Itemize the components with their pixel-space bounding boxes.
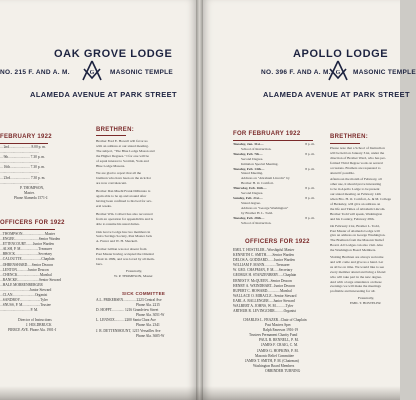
brethren-line: Board. All Lodges can also visit. Also bbox=[330, 243, 384, 248]
brethren-line: the Higher Degrees." I for one will be bbox=[96, 153, 149, 158]
brethren-line: Chair in 1899, and was loved by all mem- bbox=[96, 257, 155, 262]
brethren-line: The Brethren from the Masonic Relief bbox=[330, 238, 384, 243]
calendar-time: 8 p. m. bbox=[305, 151, 315, 156]
right-lodge-number: NO. 396 F. AND A. M. bbox=[261, 69, 331, 76]
calendar-event: Stated degree. bbox=[241, 200, 261, 205]
left-officers-rule bbox=[0, 229, 55, 230]
calendar-date: Sunday, Feb. 21st— bbox=[233, 195, 263, 200]
brethren-line: Brother Gillian was not absent from bbox=[96, 247, 147, 252]
trustee-line: Ralph Emerson 1916-19 bbox=[263, 328, 299, 333]
brethren-line: other use, it should prove interesting bbox=[330, 182, 382, 187]
brethren-line: again able to be up and around after bbox=[96, 194, 147, 199]
right-officers-heading: OFFICERS FOR 1922 bbox=[245, 239, 310, 245]
officer-line: ERNEST F. McQUEEN...Senior Deacon bbox=[233, 278, 292, 283]
brethren-line: every member attend and bring a friend bbox=[330, 269, 386, 274]
left-lodge-name: OAK GROVE LODGE bbox=[54, 48, 173, 60]
brethren-line: bers. bbox=[96, 261, 103, 266]
right-brethren-rule bbox=[330, 143, 360, 144]
calendar-line: ........................................... bbox=[0, 180, 39, 185]
officer-line: ...LENTON............Junior Deacon bbox=[0, 267, 49, 272]
brethren-line: A. Furrer and W. H. Shackell. bbox=[96, 239, 138, 244]
right-calendar-list bbox=[233, 142, 315, 225]
brethren-line: profitable and interesting for all. bbox=[330, 289, 376, 294]
trustee-line: JAMES G. HOPKINS, P. M. bbox=[257, 348, 299, 353]
calendar-event: Address on "George Washington" bbox=[241, 205, 289, 210]
brethren-line: to be in Apollo Lodge to be present bbox=[330, 187, 380, 192]
officer-line: ...CHENCK.........................Marshal bbox=[0, 272, 52, 277]
instruction-line: J. HOLDBRUCK bbox=[26, 323, 52, 328]
right-calendar-rule bbox=[233, 140, 313, 141]
brethren-line: Fraternally, bbox=[358, 296, 375, 301]
officer-line: ...CALOUTTE......................Chaplain bbox=[0, 257, 55, 262]
calendar-date: Tuesday, Jan. 31st— bbox=[233, 142, 264, 146]
brethren-line: Fraternally, bbox=[126, 268, 143, 273]
brethren-line: eral weeks. bbox=[96, 203, 112, 208]
brethren-line: when Bro. H. O. Comfort, A. & M. College bbox=[330, 197, 392, 202]
calendar-event: School of Instruction. bbox=[241, 146, 272, 151]
brethren-line: Sutro Savings Society, Past Master Jack bbox=[96, 234, 152, 239]
brethren-line: Past Master of Alameda Lodge will bbox=[330, 228, 380, 233]
right-address: ALAMEDA AVENUE AT PARK STREET bbox=[263, 90, 411, 99]
left-instruction-block bbox=[8, 318, 56, 333]
brethren-line: Visiting Brethren are always welcome bbox=[330, 255, 384, 260]
calendar-line: ........................................... bbox=[0, 170, 39, 175]
calendar-date: Tuesday, Feb. 14th— bbox=[233, 166, 265, 171]
calendar-line: Master. bbox=[24, 190, 35, 195]
brethren-line: of equal interest to Scottish, York and bbox=[96, 158, 149, 163]
left-calendar-heading: FEBRUARY 1922 bbox=[0, 134, 52, 140]
brethren-line: and his Country, February 28th. bbox=[330, 216, 375, 221]
officer-line: HENRY A. WEINDHART...Junior Deacon bbox=[233, 283, 295, 288]
committee-line: Phone Ala. 2215 bbox=[136, 303, 160, 308]
officer-line: ...ENGEE...........................Senior Warden bbox=[0, 237, 61, 242]
brethren-line: able to resume his usual duties. bbox=[96, 221, 140, 226]
calendar-line: ... 2nd........................ 8.00 p. m. bbox=[0, 145, 46, 149]
calendar-event: School of Instruction. bbox=[241, 220, 272, 225]
officer-line: GEORGE H. STANZENBERY......Chaplain bbox=[233, 273, 297, 278]
calendar-time: 8 p. m. bbox=[305, 195, 315, 200]
trustee-line: Trustees Permanent Charity Fund bbox=[249, 333, 298, 338]
calendar-line: ... 23rd...................... 7.30 p. m. bbox=[0, 175, 46, 180]
committee-line: D. HOPPT.............. 1216 Grandview Street bbox=[96, 308, 159, 313]
right-masonic-temple: MASONIC TEMPLE bbox=[353, 69, 416, 76]
right-officers-list bbox=[233, 248, 296, 314]
scan-shadow bbox=[0, 386, 400, 400]
officer-line: ARTHUR R. LEVINGCHIR..........Organist bbox=[233, 309, 296, 314]
brethren-line: us all be on time. We would like to see bbox=[330, 264, 385, 269]
right-brethren-heading: BRETHREN: bbox=[330, 134, 369, 140]
trustee-line: CHARLES L. FRAZER...Chair of Chaplain bbox=[243, 318, 307, 322]
officer-line: EMIL T. HOSTELER...Worshipful Master bbox=[233, 248, 295, 252]
square-and-compass-icon bbox=[326, 60, 350, 82]
brethren-line: Blue Lodge Masons. bbox=[96, 163, 126, 168]
calendar-line: ... 16th...................... 7.30 p. m. bbox=[0, 165, 46, 170]
trustee-line: ORRINDER TURNING bbox=[265, 368, 301, 373]
brethren-line: having been confined to his bed for sev- bbox=[96, 198, 153, 203]
calendar-line: ... 9th........................ 7.30 p. m. bbox=[0, 155, 46, 160]
left-masonic-temple: MASONIC TEMPLE bbox=[110, 69, 174, 76]
left-brethren-text bbox=[96, 139, 155, 279]
calendar-line: P. THOMPSON, bbox=[20, 185, 44, 190]
calendar-date: Tuesday, Feb. 7th— bbox=[233, 151, 263, 156]
trustee-line: JAMES F. CRAIG, C. M. bbox=[261, 343, 299, 348]
trustee-line: Masonic Relief Committee bbox=[255, 353, 294, 358]
left-brethren-heading: BRETHREN: bbox=[96, 127, 135, 133]
officer-line: ................................. P. M. bbox=[0, 308, 39, 313]
left-brethren-rule bbox=[96, 135, 126, 136]
trustee-line: Past Masters Spec bbox=[265, 323, 292, 328]
left-page bbox=[0, 0, 196, 400]
left-officers-list bbox=[0, 232, 61, 314]
officer-line: EARL A. BALLENGER.....Junior Steward bbox=[233, 298, 295, 303]
officer-line: ...HALE MORRENBERGER bbox=[0, 282, 43, 287]
officer-line: ...ALSH, P. M....................Treasurer bbox=[0, 247, 53, 252]
brethren-line: and will come and give us a hand. Let bbox=[330, 259, 384, 264]
calendar-time: 8 p. m. bbox=[305, 186, 315, 191]
right-page bbox=[203, 0, 416, 400]
brethren-line: W. P. THOMPSON, Master bbox=[114, 273, 153, 278]
calendar-date: Tuesday, Feb. 28th— bbox=[233, 215, 265, 220]
square-and-compass-icon bbox=[80, 60, 104, 82]
right-calendar-heading: FOR FEBRUARY 1922 bbox=[233, 131, 301, 137]
brethren-line: Afternoon the month of February, all bbox=[330, 177, 382, 182]
officer-line: ...BROCK..........................Secretary bbox=[0, 252, 53, 257]
brethren-line: Oak Grove Lodge has two members in bbox=[96, 229, 151, 234]
brethren-line: the life and Times of Abraham Lincoln. bbox=[330, 206, 386, 211]
officer-line: DELOS A. GODDARD.......Junior Warden bbox=[233, 258, 295, 263]
left-address: ALAMEDA AVENUE AT PARK STREET bbox=[30, 90, 178, 99]
right-trustee-block bbox=[243, 318, 307, 374]
calendar-event: Second Degree. bbox=[241, 156, 264, 161]
brethren-line: our stated meeting on February 14th bbox=[330, 192, 381, 197]
left-calendar-list bbox=[0, 145, 48, 201]
calendar-event: Initiation Special Meeting. bbox=[241, 161, 279, 166]
brethren-line: The subject, "The Blue Lodge Mason and bbox=[96, 148, 155, 153]
officer-line: ...SANDBOY.......................Tyler bbox=[0, 298, 48, 303]
calendar-event: Stated Meeting. bbox=[241, 171, 264, 176]
brethren-line: Brother Wm. Colbert has also recovered bbox=[96, 211, 153, 216]
officer-line: .................................Junior Steward bbox=[0, 288, 52, 293]
committee-line: A.L. PRIKERSEN.............. 2223 Central Ave bbox=[96, 298, 162, 302]
committee-line: Phone Ala. 2341 bbox=[136, 323, 160, 328]
instruction-line: PIERCE AVE. Phone Ala. 1901-J bbox=[8, 328, 57, 333]
brethren-line: with an address at our stated meeting. bbox=[96, 143, 149, 148]
brethren-line: attend if possible. bbox=[330, 170, 355, 175]
left-lodge-number: NO. 215 F. AND A. M. bbox=[0, 69, 70, 76]
committee-line: J. R. DETTENMOUNT, 1215 Versailles Ave bbox=[96, 328, 161, 333]
brethren-line: Please note that a School of Instruction bbox=[330, 146, 385, 150]
officer-line: ...ETTENCOURT........Junior Warden bbox=[0, 242, 54, 247]
left-sick-committee-list bbox=[96, 298, 164, 339]
officer-line: WALBERT A. JOHNS, W. M...........Tyler bbox=[233, 304, 294, 309]
brethren-line: will be held on January 31st, under the bbox=[330, 150, 385, 155]
instruction-line: Director of Instructions bbox=[18, 318, 52, 322]
svg-text:G: G bbox=[335, 70, 341, 76]
brethren-line: Brother Fred E. Howell will favor us bbox=[96, 139, 148, 143]
officer-line: ...THOMPSON.........................Master bbox=[0, 232, 55, 236]
officer-line: KENNETH C. SMITH.......Senior Warden bbox=[233, 253, 294, 258]
brethren-line: Brother Dan Muehl Frank DiDonato is bbox=[96, 189, 151, 194]
brethren-line: And with a large attendance on these bbox=[330, 279, 382, 284]
trustee-line: Washington Board Members bbox=[253, 363, 295, 368]
left-calendar-rule bbox=[0, 143, 48, 144]
calendar-line: Phone Alameda 1571-J. bbox=[14, 195, 49, 200]
brethren-line: give an address on George Washington. bbox=[330, 233, 386, 238]
left-sick-committee-heading: SICK COMMITTEE bbox=[122, 291, 166, 296]
right-lodge-name: APOLLO LODGE bbox=[293, 48, 389, 60]
calendar-event: Address on "Abraham Lincoln" by bbox=[241, 176, 290, 181]
brethren-line: of Berkeley, will give an address on bbox=[330, 201, 381, 206]
book-gutter bbox=[196, 0, 203, 400]
calendar-event: Brother H. O. Comfort. bbox=[241, 181, 274, 186]
brethren-line: On February 21st, Brother L. Todd, bbox=[330, 223, 380, 228]
calendar-time: 8 p. m. bbox=[305, 142, 315, 146]
calendar-event: Second Degree. bbox=[241, 191, 264, 196]
brethren-line: occasions. Brothers are requested to bbox=[330, 165, 381, 170]
brethren-line: from an operation for appendicitis and is bbox=[96, 216, 153, 221]
brethren-line: direction of Brother Ward, who has per- bbox=[330, 155, 386, 160]
calendar-line: ........................................... bbox=[0, 160, 39, 165]
committee-line: Phone Ala. 3051-W bbox=[136, 313, 165, 318]
calendar-time: 8 p. m. bbox=[305, 215, 315, 220]
calendar-time: 8 p. m. bbox=[305, 166, 315, 171]
brethren-line: who will take part in the new degree. bbox=[330, 274, 382, 279]
trustee-line: PAUL R. RENNELL, P. M. bbox=[259, 338, 299, 343]
brethren-line: We are glad to report that all the bbox=[96, 171, 142, 176]
calendar-line: ........................................... bbox=[0, 150, 39, 155]
calendar-date: Thursday, Feb. 16th— bbox=[233, 186, 267, 191]
officer-line: ...OHRENSHARD.....Senior Deacon bbox=[0, 262, 54, 267]
brethren-line: brethren who have been on the sick list bbox=[96, 176, 151, 181]
officer-line: WILLIAM F. MANN.............Treasurer bbox=[233, 263, 290, 268]
brethren-line: the Washington Board Members. bbox=[330, 248, 377, 253]
svg-text:G: G bbox=[89, 70, 95, 76]
calendar-event: by Brother H. L. Todd. bbox=[241, 210, 274, 215]
brethren-line: Brother Todd will speak, Washington bbox=[330, 211, 383, 216]
brethren-line: EMIL T. HOSTELER bbox=[350, 301, 381, 306]
left-officers-heading: OFFICERS FOR 1922 bbox=[0, 220, 65, 226]
brethren-line: formed Third Degree work on several bbox=[330, 160, 383, 165]
committee-line: Phone Ala. 3605-W bbox=[136, 333, 165, 338]
brethren-line: are now convalescent. bbox=[96, 181, 127, 186]
officer-line: ...CLAN.........................Organist bbox=[0, 293, 48, 298]
right-brethren-text bbox=[330, 146, 391, 306]
officer-line: ...RANCKE........................Senior Steward bbox=[0, 277, 62, 282]
trustee-line: JAMES T. SMITH, P. M. (Chairman) bbox=[245, 358, 299, 363]
officer-line: ...SNUSS, P. M....................Trustee bbox=[0, 303, 51, 308]
officer-line: WALLACE O. MIRACLE...Senior Steward bbox=[233, 293, 297, 298]
officer-line: RUPERT C. HOWARD..............Marshal bbox=[233, 288, 292, 293]
brethren-line: evenings we will make the meetings bbox=[330, 284, 381, 289]
committee-line: L. LENNOX.......... 2200 Santa Clara Ave bbox=[96, 318, 156, 323]
brethren-line: Past Master having occupied the Oriental bbox=[96, 252, 154, 257]
officer-line: W. GEO. CHAPMAN, P. M......Secretary bbox=[233, 268, 293, 273]
